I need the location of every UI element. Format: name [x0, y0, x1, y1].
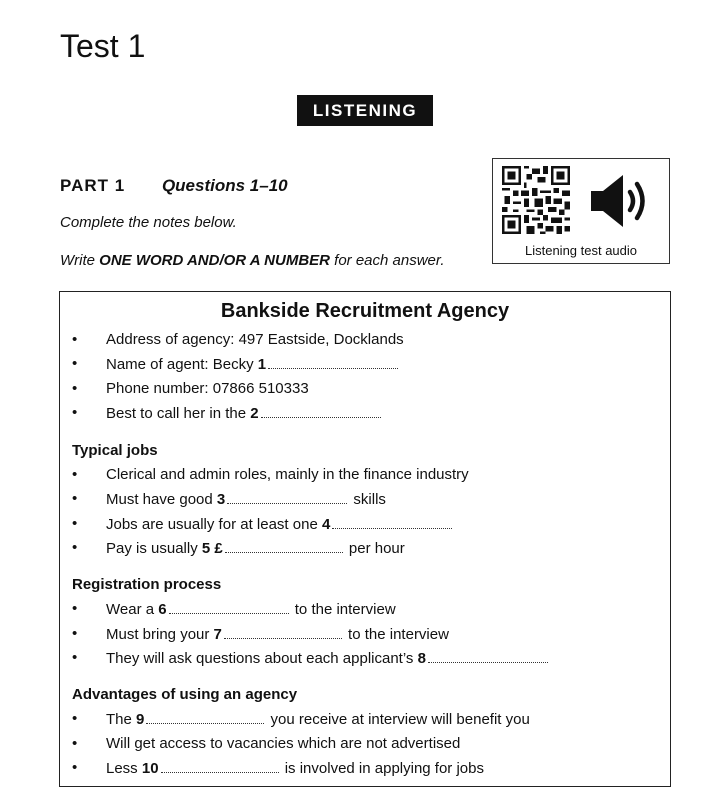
instruction-complete: Complete the notes below. — [60, 214, 237, 231]
item-text: Wear a — [106, 601, 159, 618]
item-text: Must bring your — [106, 626, 214, 643]
item-text: to the interview — [290, 601, 396, 618]
bullet-icon: • — [72, 600, 78, 617]
bullet-icon: • — [72, 466, 78, 483]
instruction-text: Write — [60, 252, 100, 269]
audio-caption: Listening test audio — [524, 243, 638, 258]
answer-gap-4[interactable] — [332, 515, 452, 529]
bullet-icon: • — [72, 710, 78, 727]
qr-code-icon[interactable] — [502, 166, 570, 234]
item-text: Pay is usually — [106, 540, 202, 557]
question-number: 7 — [213, 626, 222, 643]
item-text: per hour — [344, 540, 405, 557]
instruction-emphasis: ONE WORD AND/OR A NUMBER — [99, 252, 330, 269]
item-text: Best to call her in the — [106, 405, 251, 422]
speaker-icon[interactable] — [589, 171, 651, 231]
bullet-icon: • — [72, 539, 78, 556]
answer-gap-6[interactable] — [169, 600, 289, 614]
item-text: Jobs are usually for at least one — [106, 516, 322, 533]
question-number: 1 — [257, 356, 267, 373]
question-number: 2 — [250, 405, 259, 422]
item-text: They will ask questions about each applicant’s — [106, 650, 418, 667]
question-number: 8 — [417, 650, 426, 667]
bullet-icon: • — [72, 380, 78, 397]
section-banner: LISTENING — [297, 95, 433, 126]
answer-gap-3[interactable] — [227, 490, 347, 504]
item-text: Must have good — [106, 491, 217, 508]
item-text: skills — [349, 491, 386, 508]
answer-gap-2[interactable] — [261, 404, 381, 418]
typical-jobs-heading: Typical jobs — [72, 442, 158, 459]
bullet-icon: • — [72, 625, 78, 642]
answer-gap-7[interactable] — [224, 625, 342, 639]
part-questions: Questions 1–10 — [161, 176, 288, 195]
answer-gap-1[interactable] — [268, 355, 398, 369]
item-text: is involved in applying for jobs — [280, 760, 484, 777]
item-text: The — [106, 711, 137, 728]
registration-heading: Registration process — [72, 576, 222, 593]
test-title: Test 1 — [60, 28, 146, 64]
bullet-icon: • — [72, 355, 78, 372]
answer-gap-8[interactable] — [428, 649, 548, 663]
part-label: PART 1 — [60, 176, 126, 195]
question-number: 5 — [201, 540, 211, 557]
bullet-icon: • — [72, 735, 78, 752]
notes-box — [59, 291, 671, 787]
bullet-icon: • — [72, 490, 78, 507]
item-text: you receive at interview will benefit you — [266, 711, 530, 728]
bullet-icon: • — [72, 759, 78, 776]
bullet-icon: • — [72, 404, 78, 421]
part-heading — [60, 176, 288, 196]
item-text: Address of agency: 497 Eastside, Docklands — [106, 331, 404, 348]
currency-symbol: £ — [214, 540, 223, 557]
instruction-text: for each answer. — [330, 252, 445, 269]
answer-gap-10[interactable] — [161, 759, 279, 773]
answer-gap-5[interactable] — [225, 539, 343, 553]
item-text: Phone number: 07866 510333 — [106, 380, 309, 397]
bullet-icon: • — [72, 515, 78, 532]
question-number: 9 — [136, 711, 145, 728]
notes-title: Bankside Recruitment Agency — [220, 300, 510, 322]
question-number: 4 — [321, 516, 331, 533]
bullet-icon: • — [72, 331, 78, 348]
audio-panel[interactable] — [492, 158, 670, 264]
bullet-icon: • — [72, 649, 78, 666]
advantages-heading: Advantages of using an agency — [72, 686, 298, 703]
item-text: to the interview — [343, 626, 449, 643]
answer-gap-9[interactable] — [146, 710, 264, 724]
item-text: Name of agent: Becky — [106, 356, 258, 373]
item-text: Will get access to vacancies which are not advertised — [106, 735, 461, 752]
question-number: 6 — [158, 601, 167, 618]
item-text: Clerical and admin roles, mainly in the finance industry — [106, 466, 469, 483]
question-number: 10 — [141, 760, 159, 777]
question-number: 3 — [216, 491, 226, 508]
item-text: Less — [106, 760, 142, 777]
instruction-word-limit — [60, 252, 445, 269]
